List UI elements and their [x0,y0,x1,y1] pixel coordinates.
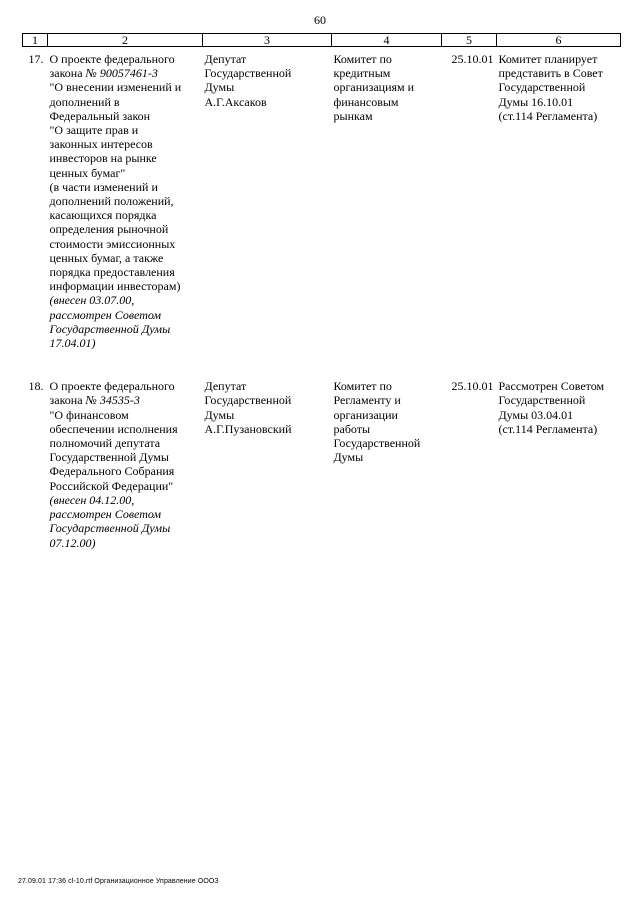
status [497,350,621,549]
column-header-3: 3 [203,34,332,47]
text-line: Государственной Думы [49,450,169,465]
text-line: О проекте федерального [49,379,175,394]
text-line: Депутат [204,379,247,394]
table-row [23,350,621,549]
text-line: (в части изменений и [49,179,158,194]
column-header-1: 1 [23,34,48,47]
text-line: закона № 34535-3 [49,393,140,408]
text-line: закона № 90057461-3 [49,66,158,81]
text-line: О проекте федерального [49,52,175,66]
text-line: Федерального Собрания [49,464,175,479]
column-header-2: 2 [48,34,203,47]
text-line: касающихся порядка [49,208,157,223]
text-line: кредитным [333,66,391,81]
text-line: (внесен 04.12.00, [49,492,135,507]
text-line: организациям и [333,80,415,95]
text-line: порядка предоставления [49,265,175,280]
row-number: 18. [28,379,44,394]
text-line: Думы [204,407,235,422]
footer-info: 27.09.01 17:36 cl-10.rtf Организационное Управление ОООЗ [18,878,219,885]
text-line: Российской Федерации" [49,478,174,493]
row-number: 17. [28,52,44,66]
text-line: Думы 03.04.01 [498,407,574,422]
text-line: Комитет планирует [498,52,598,66]
text-line: Государственной [333,436,421,451]
initiator [203,47,332,351]
text-line: Думы [333,450,364,465]
text-line: 17.04.01) [49,336,96,351]
text-line: работы [333,421,371,436]
text-line: Государственной [498,393,586,408]
bill-title [48,350,203,549]
text-line: рынкам [333,108,373,123]
text-line: дополнений положений, [49,194,174,209]
text-line: Думы [204,80,235,95]
text-line: Комитет по [333,379,392,394]
text-line: Государственной Думы [49,521,171,536]
text-line: рассмотрен Советом [49,507,162,522]
column-header-6: 6 [497,34,621,47]
text-line: Комитет по [333,52,392,66]
committee [332,350,442,549]
text-line: "О защите прав и [49,123,139,138]
text-line: "О финансовом [49,407,129,422]
header-row [23,34,621,47]
text-line: определения рыночной [49,222,169,237]
committee [332,47,442,351]
date: 25.10.01 [451,52,494,66]
text-line: (внесен 03.07.00, [49,293,135,308]
text-line: финансовым [333,94,399,109]
text-line: 07.12.00) [49,535,96,550]
text-line: Депутат [204,52,247,66]
text-line: (ст.114 Регламента) [498,108,598,123]
text-line: А.Г.Пузановский [204,421,292,436]
date: 25.10.01 [451,379,494,394]
text-line: Рассмотрен Советом [498,379,605,394]
text-line: (ст.114 Регламента) [498,421,598,436]
text-line: Государственной Думы [49,321,171,336]
text-line: дополнений в [49,94,120,109]
text-line: стоимости эмиссионных [49,236,176,251]
text-line: организации [333,407,398,422]
text-line: Государственной [204,66,292,81]
text-line: информации инвесторам) [49,279,181,294]
agenda-table [22,33,621,550]
status [497,47,621,351]
page-number: 60 [314,13,326,27]
text-line: обеспечении исполнения [49,421,178,436]
text-line: представить в Совет [498,66,603,81]
text-line: Федеральный закон [49,108,151,123]
text-line: Регламенту и [333,393,401,408]
text-line: А.Г.Аксаков [204,94,267,109]
text-line: инвесторов на рынке [49,151,157,166]
initiator [203,350,332,549]
text-line: полномочий депутата [49,436,161,451]
column-header-5: 5 [442,34,497,47]
bill-title [48,47,203,351]
text-line: "О внесении изменений и [49,80,182,95]
text-line: законных интересов [49,137,153,152]
text-line: Государственной [498,80,586,95]
table-row [23,47,621,351]
column-header-4: 4 [332,34,442,47]
text-line: Государственной [204,393,292,408]
text-line: Думы 16.10.01 [498,94,574,109]
text-line: ценных бумаг" [49,165,126,180]
text-line: ценных бумаг, а также [49,250,164,265]
text-line: рассмотрен Советом [49,307,162,322]
